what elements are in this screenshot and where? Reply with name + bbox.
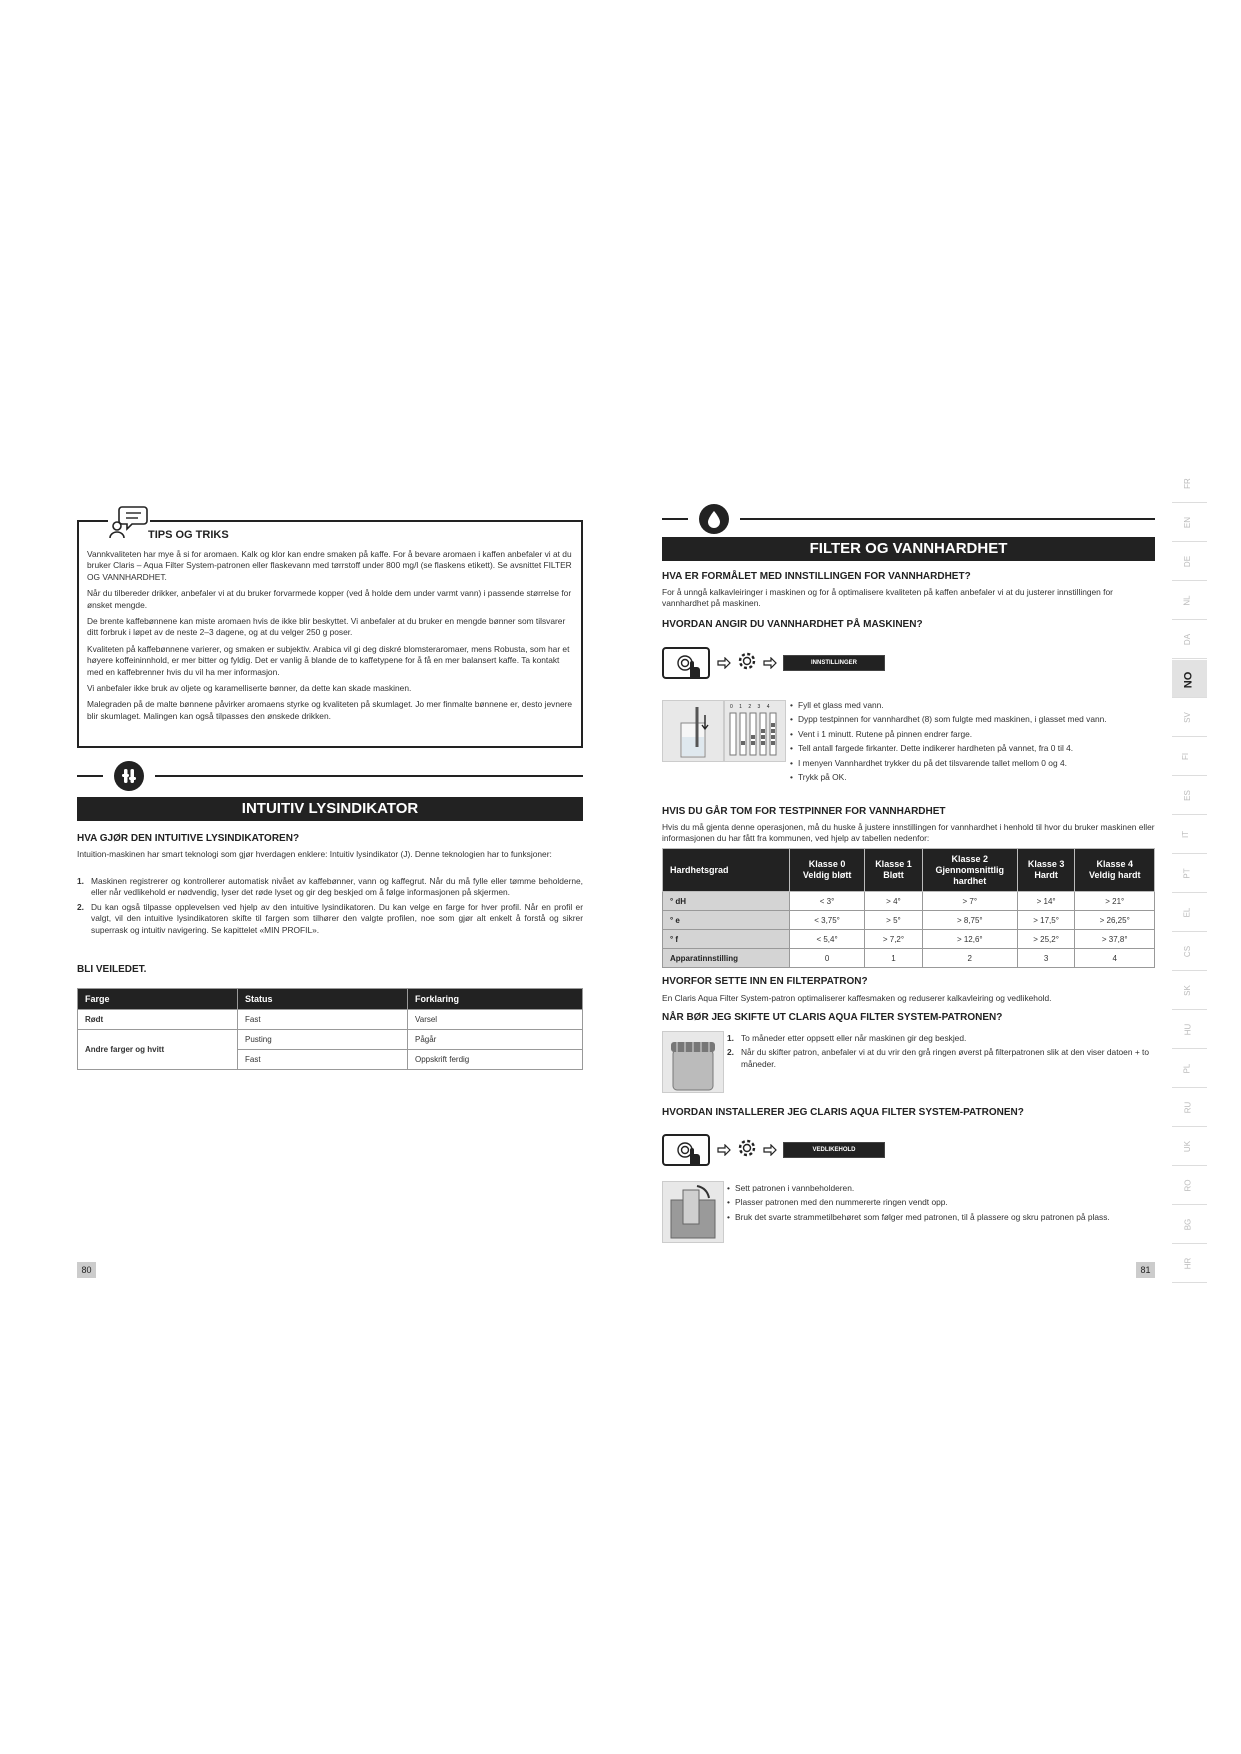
section-question: HVORDAN ANGIR DU VANNHARDHET PÅ MASKINEN? bbox=[662, 619, 923, 630]
language-tab-label: NL bbox=[1182, 595, 1192, 606]
language-tab-label: EL bbox=[1182, 907, 1192, 918]
section-banner: INTUITIV LYSINDIKATOR bbox=[77, 797, 583, 821]
cartridge-install-image bbox=[662, 1181, 724, 1243]
list-item: • Vent i 1 minutt. Rutene på pinnen endrer farge. bbox=[790, 729, 1155, 740]
list-item: • Tell antall fargede firkanter. Dette indikerer hardheten på vannet, fra 0 til 4. bbox=[790, 743, 1155, 754]
replace-steps bbox=[727, 1033, 1155, 1073]
tips-paragraph: Når du tilbereder drikker, anbefaler vi at du bruker forvarmede kopper (ved å holde dem under varmt vann) i passende størrelse for ønsket mengde. bbox=[87, 588, 572, 610]
language-tab-da[interactable] bbox=[1172, 621, 1207, 659]
language-tab-sk[interactable] bbox=[1172, 972, 1207, 1010]
section-question: HVIS DU GÅR TOM FOR TESTPINNER FOR VANNHARDHET bbox=[662, 806, 946, 817]
language-tab-fr[interactable] bbox=[1172, 465, 1207, 503]
strip-digit: 3 bbox=[757, 704, 761, 710]
language-tab-fi[interactable] bbox=[1172, 738, 1207, 776]
page-number: 81 bbox=[1136, 1262, 1155, 1278]
tips-title: TIPS OG TRIKS bbox=[148, 529, 229, 541]
strip-digit: 4 bbox=[766, 704, 770, 710]
tips-body bbox=[87, 549, 577, 727]
light-status-table bbox=[77, 988, 583, 1070]
table-row: Andre farger og hvitt Pusting Pågår bbox=[78, 1030, 583, 1050]
tips-person-icon bbox=[108, 504, 150, 540]
language-tab-label: NO bbox=[1182, 671, 1195, 689]
language-tab-en[interactable] bbox=[1172, 504, 1207, 542]
water-glass-image bbox=[662, 700, 724, 762]
strip-digit: 2 bbox=[748, 704, 752, 710]
list-item: • I menyen Vannhardhet trykker du på det tilsvarende tallet mellom 0 og 4. bbox=[790, 758, 1155, 769]
language-tab-no[interactable] bbox=[1172, 660, 1207, 698]
language-tab-uk[interactable] bbox=[1172, 1128, 1207, 1166]
test-strip-image bbox=[724, 700, 786, 762]
language-tab-ru[interactable] bbox=[1172, 1089, 1207, 1127]
table-row: Fast Oppskrift ferdig bbox=[78, 1050, 583, 1070]
function-list bbox=[77, 876, 583, 939]
list-item: • Trykk på OK. bbox=[790, 772, 1155, 783]
list-item: • Fyll et glass med vann. bbox=[790, 700, 1155, 711]
section-question: HVORDAN INSTALLERER JEG CLARIS AQUA FILTER SYSTEM-PATRONEN? bbox=[662, 1107, 1024, 1118]
water-drop-icon bbox=[699, 504, 729, 534]
gear-icon bbox=[737, 651, 757, 671]
language-tab-es[interactable] bbox=[1172, 777, 1207, 815]
tips-paragraph: Malegraden på de malte bønnene påvirker aromaens styrke og kvaliteten på skumlaget. Jo mer finmalte bønnene er, desto jevnere blir skumlaget. Malingen kan også tilpasses den ønskede drikken. bbox=[87, 699, 573, 721]
table-row: ° e < 3,75° > 5° > 8,75° > 17,5° > 26,25° bbox=[663, 911, 1155, 930]
language-tab-label: FI bbox=[1181, 752, 1191, 761]
list-item: 1. Maskinen registrerer og kontrollerer automatisk nivået av kaffebønner, vann og kaffegrut. Når du må fylle eller tømme beholderne, eller når vedlikehold er nødvendig, lyser det røde lyset og gir deg beskjed om å følge informasjonen på skjermen. bbox=[77, 876, 583, 898]
strip-digit: 0 bbox=[730, 704, 733, 710]
language-tab-ro[interactable] bbox=[1172, 1167, 1207, 1205]
language-tab-cs[interactable] bbox=[1172, 933, 1207, 971]
guide-heading: BLI VEILEDET. bbox=[77, 964, 147, 975]
list-item: 2. Du kan også tilpasse opplevelsen ved hjelp av den intuitive lysindikatoren. Du kan velge en farge for hver profil. Når en profil er valgt, vil den intuitive lysindikatoren skifte til fargen som tilhører den valgte profilen, noe som gjør alt enkelt å forstå og sikrer superrask og intuitiv navigering. Se kapittelet «MIN PROFIL». bbox=[77, 901, 583, 935]
maintenance-menu-label: VEDLIKEHOLD bbox=[783, 1142, 885, 1158]
tips-paragraph: Vi anbefaler ikke bruk av oljete og karamelliserte bønner, da dette kan skade maskinen. bbox=[87, 683, 412, 694]
table-row: ° f < 5,4° > 7,2° > 12,6° > 25,2° > 37,8° bbox=[663, 930, 1155, 949]
section-rule bbox=[155, 775, 583, 777]
section-rule bbox=[662, 518, 688, 520]
language-tab-label: PT bbox=[1182, 868, 1192, 879]
language-tab-pl[interactable] bbox=[1172, 1050, 1207, 1088]
intro-text: Intuition-maskinen har smart teknologi som gjør hverdagen enklere: Intuitiv lysindikator (J). Denne teknologien har to funksjoner: bbox=[77, 849, 552, 859]
purpose-text: For å unngå kalkavleiringer i maskinen og for å optimalisere kvaliteten på kaffen anbefaler vi at du justerer innstillingen for vannhardhet på maskinen. bbox=[662, 587, 1113, 609]
tips-paragraph: Vannkvaliteten har mye å si for aromaen. Kalk og klor kan endre smaken på kaffe. For å bevare aromaen i kaffen anbefaler vi at du bruker Claris – Aqua Filter System-patronen eller flaskevann med tørrstoff under 800 mg/l (se flaskens etikett). Se avsnittet FILTER OG VANNHARDHET. bbox=[87, 549, 572, 582]
arrow-right-icon bbox=[717, 1144, 731, 1156]
language-tab-label: CS bbox=[1183, 945, 1193, 958]
list-item: • Bruk det svarte strammetilbehøret som følger med patronen, til å plassere og skru patronen på plass. bbox=[727, 1212, 1155, 1223]
section-question: HVA ER FORMÅLET MED INNSTILLINGEN FOR VANNHARDHET? bbox=[662, 571, 971, 582]
strip-digit: 1 bbox=[739, 704, 742, 710]
filter-cartridge-image bbox=[662, 1031, 724, 1093]
list-item: 1. To måneder etter oppsett eller når maskinen gir deg beskjed. bbox=[727, 1033, 967, 1043]
language-tab-label: HR bbox=[1183, 1257, 1193, 1270]
list-item: • Dypp testpinnen for vannhardhet (8) som fulgte med maskinen, i glasset med vann. bbox=[790, 714, 1155, 725]
language-tab-bg[interactable] bbox=[1172, 1206, 1207, 1244]
arrow-right-icon bbox=[763, 657, 777, 669]
language-tab-label: SK bbox=[1182, 985, 1192, 996]
language-tab-label: PL bbox=[1182, 1063, 1192, 1074]
language-tab-label: BG bbox=[1183, 1218, 1193, 1231]
language-tab-hu[interactable] bbox=[1172, 1011, 1207, 1049]
table-row: ° dH < 3° > 4° > 7° > 14° > 21° bbox=[663, 892, 1155, 911]
settings-menu-label: INNSTILLINGER bbox=[783, 655, 885, 671]
touch-screen-icon bbox=[662, 1134, 710, 1166]
language-tab-hr[interactable] bbox=[1172, 1245, 1207, 1283]
section-rule bbox=[77, 775, 103, 777]
language-tab-label: IT bbox=[1181, 830, 1191, 839]
list-item: 2. Når du skifter patron, anbefaler vi at du vrir den grå ringen øverst på filterpatronen slik at den viser datoen + to måneder. bbox=[727, 1047, 1150, 1069]
language-tab-label: EN bbox=[1183, 516, 1193, 529]
section-question: HVA GJØR DEN INTUITIVE LYSINDIKATOREN? bbox=[77, 833, 300, 844]
language-tab-label: HU bbox=[1183, 1023, 1193, 1036]
table-row: Apparatinnstilling 0 1 2 3 4 bbox=[663, 949, 1155, 968]
table-header-row: Hardhetsgrad Klasse 0 Veldig bløtt Klasse 1 Bløtt Klasse 2 Gjennomsnittlig hardhet Klasse 3 Hardt Klasse 4 Veldig hardt bbox=[663, 849, 1155, 892]
language-tab-label: DA bbox=[1183, 633, 1193, 646]
language-tab-de[interactable] bbox=[1172, 543, 1207, 581]
arrow-right-icon bbox=[763, 1144, 777, 1156]
section-question: NÅR BØR JEG SKIFTE UT CLARIS AQUA FILTER SYSTEM-PATRONEN? bbox=[662, 1012, 1003, 1023]
language-tab-label: ES bbox=[1182, 790, 1192, 801]
section-banner: FILTER OG VANNHARDHET bbox=[662, 537, 1155, 561]
language-tab-nl[interactable] bbox=[1172, 582, 1207, 620]
table-header-row: Farge Status Forklaring bbox=[78, 989, 583, 1010]
list-item: • Plasser patronen med den nummererte ringen vendt opp. bbox=[727, 1197, 1155, 1208]
hardness-text: Hvis du må gjenta denne operasjonen, må du huske å justere innstillingen for vannhardhet i henhold til hvor du bruker maskinen eller informasjonen du har fått fra kommunen, ved hjelp av tabellen nedenfor: bbox=[662, 822, 1155, 844]
language-tab-label: RU bbox=[1183, 1101, 1193, 1114]
table-row: Rødt Fast Varsel bbox=[78, 1010, 583, 1030]
language-tab-it[interactable] bbox=[1172, 816, 1207, 854]
touch-screen-icon bbox=[662, 647, 710, 679]
language-tab-pt[interactable] bbox=[1172, 855, 1207, 893]
page-number: 80 bbox=[77, 1262, 96, 1278]
install-steps bbox=[727, 1183, 1155, 1226]
tips-paragraph: De brente kaffebønnene kan miste aromaen hvis de ikke blir beskyttet. Vi anbefaler at du bruker en mengde bønner som tilsvarer ditt forbruk i løpet av de neste 2–3 dagene, og at du velger 250 g poser. bbox=[87, 616, 566, 638]
hardness-table bbox=[662, 848, 1155, 968]
section-question: HVORFOR SETTE INN EN FILTERPATRON? bbox=[662, 976, 868, 987]
list-item: • Sett patronen i vannbeholderen. bbox=[727, 1183, 1155, 1194]
language-tab-label: RO bbox=[1183, 1179, 1193, 1192]
section-rule bbox=[740, 518, 1155, 520]
language-tab-sv[interactable] bbox=[1172, 699, 1207, 737]
language-tab-label: SV bbox=[1182, 712, 1192, 723]
language-tab-label: FR bbox=[1182, 478, 1192, 489]
language-tab-label: DE bbox=[1183, 555, 1193, 568]
language-tab-label: UK bbox=[1183, 1140, 1193, 1153]
filter-purpose-text: En Claris Aqua Filter System-patron optimaliserer kaffesmaken og reduserer kalkavleiring og vedlikehold. bbox=[662, 993, 1052, 1003]
language-tab-el[interactable] bbox=[1172, 894, 1207, 932]
gear-icon bbox=[737, 1138, 757, 1158]
light-indicator-icon bbox=[114, 761, 144, 791]
test-steps bbox=[790, 700, 1155, 786]
arrow-right-icon bbox=[717, 657, 731, 669]
tips-paragraph: Kvaliteten på kaffebønnene varierer, og smaken er subjektiv. Arabica vil gi deg diskré blomsteraromaer, mens Robusta, som har et høyere koffeininnhold, er mer bitter og fyldig. Det er vanlig å blande de to kaffetypene for å få en mer balansert kaffe. Ta kontakt med en kaffebrenner hvis du vil ha mer informasjon. bbox=[87, 643, 570, 677]
